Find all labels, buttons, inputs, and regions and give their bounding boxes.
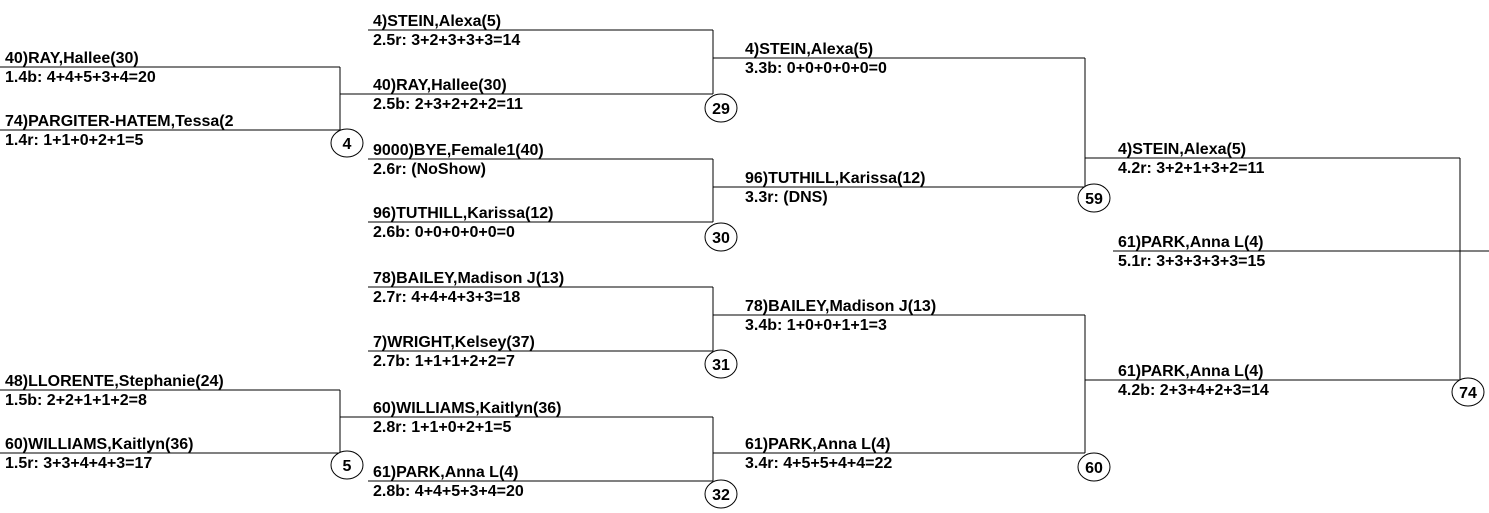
- competitor-score: 3.3r: (DNS): [745, 189, 828, 206]
- competitor-name: 7)WRIGHT,Kelsey(37): [373, 334, 535, 351]
- competitor-score: 2.6b: 0+0+0+0+0=0: [373, 224, 515, 241]
- competitor-score: 2.6r: (NoShow): [373, 161, 486, 178]
- competitor-name: 61)PARK,Anna L(4): [373, 464, 519, 481]
- bout-number: 30: [712, 230, 730, 247]
- competitor-name: 40)RAY,Hallee(30): [373, 77, 507, 94]
- competitor-score: 2.8b: 4+4+5+3+4=20: [373, 483, 524, 500]
- competitor-score: 2.7b: 1+1+1+2+2=7: [373, 353, 515, 370]
- competitor-name: 61)PARK,Anna L(4): [1118, 363, 1264, 380]
- bout-number: 32: [712, 487, 730, 504]
- bout-number: 59: [1085, 191, 1103, 208]
- bout-number: 29: [712, 101, 730, 118]
- competitor-score: 4.2b: 2+3+4+2+3=14: [1118, 382, 1269, 399]
- competitor-name: 4)STEIN,Alexa(5): [373, 13, 502, 30]
- competitor-name: 4)STEIN,Alexa(5): [745, 41, 874, 58]
- competitor-name: 61)PARK,Anna L(4): [1118, 234, 1264, 251]
- bout-number: 5: [342, 458, 352, 475]
- competitor-name: 60)WILLIAMS,Kaitlyn(36): [373, 400, 562, 417]
- competitor-score: 2.5r: 3+2+3+3+3=14: [373, 32, 521, 49]
- competitor-name: 78)BAILEY,Madison J(13): [745, 298, 937, 315]
- competitor-score: 1.5b: 2+2+1+1+2=8: [5, 392, 147, 409]
- competitor-score: 5.1r: 3+3+3+3+3=15: [1118, 253, 1266, 270]
- competitor-score: 1.4b: 4+4+5+3+4=20: [5, 69, 156, 86]
- competitor-score: 4.2r: 3+2+1+3+2=11: [1118, 160, 1265, 177]
- competitor-score: 2.8r: 1+1+0+2+1=5: [373, 419, 512, 436]
- bout-number: 60: [1085, 460, 1103, 477]
- competitor-score: 1.4r: 1+1+0+2+1=5: [5, 132, 144, 149]
- competitor-score: 3.3b: 0+0+0+0+0=0: [745, 60, 887, 77]
- bout-number: 74: [1459, 385, 1477, 402]
- competitor-name: 4)STEIN,Alexa(5): [1118, 141, 1247, 158]
- competitor-name: 78)BAILEY,Madison J(13): [373, 270, 565, 287]
- competitor-score: 2.7r: 4+4+4+3+3=18: [373, 289, 521, 306]
- competitor-name: 96)TUTHILL,Karissa(12): [373, 205, 554, 222]
- competitor-name: 74)PARGITER-HATEM,Tessa(2: [5, 113, 234, 130]
- competitor-score: 2.5b: 2+3+2+2+2=11: [373, 96, 523, 113]
- competitor-name: 96)TUTHILL,Karissa(12): [745, 170, 926, 187]
- bout-number: 4: [342, 136, 352, 153]
- competitor-name: 61)PARK,Anna L(4): [745, 436, 891, 453]
- competitor-name: 40)RAY,Hallee(30): [5, 50, 139, 67]
- competitor-name: 9000)BYE,Female1(40): [373, 142, 544, 159]
- competitor-name: 60)WILLIAMS,Kaitlyn(36): [5, 436, 194, 453]
- competitor-score: 1.5r: 3+3+4+4+3=17: [5, 455, 153, 472]
- bout-number: 31: [712, 357, 730, 374]
- competitor-score: 3.4r: 4+5+5+4+4=22: [745, 455, 893, 472]
- competitor-score: 3.4b: 1+0+0+1+1=3: [745, 317, 887, 334]
- competitor-name: 48)LLORENTE,Stephanie(24): [5, 373, 224, 390]
